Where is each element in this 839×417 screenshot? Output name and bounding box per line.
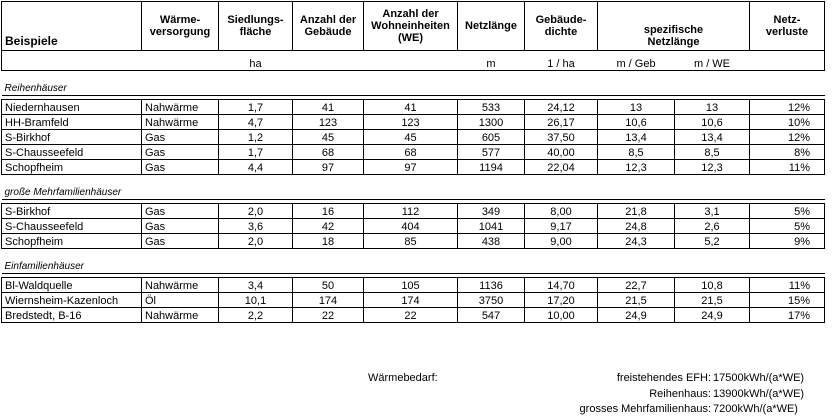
cell-spez-we: 8,5	[675, 145, 750, 160]
cell-dichte: 22,04	[525, 160, 598, 175]
cell-versorg: Gas	[142, 130, 219, 145]
cell-pct: 10%	[750, 115, 825, 130]
header-waermeversorgung: Wärme- versorgung	[142, 2, 219, 51]
unit-flaeche: ha	[219, 51, 293, 71]
cell-name: HH-Bramfeld	[2, 115, 142, 130]
cell-spez-we: 21,5	[675, 293, 750, 308]
cell-versorg: Öl	[142, 293, 219, 308]
cell-spez-we: 3,1	[675, 204, 750, 219]
cell-flaeche: 4,7	[219, 115, 293, 130]
cell-spez-geb: 24,9	[598, 308, 675, 323]
cell-spez-we: 5,2	[675, 234, 750, 249]
cell-netz: 1136	[458, 278, 525, 293]
section-title: große Mehrfamilienhäuser	[2, 185, 825, 200]
cell-spez-we: 12,3	[675, 160, 750, 175]
cell-we: 97	[364, 160, 458, 175]
cell-netz: 1300	[458, 115, 525, 130]
footer-label: Wärmebedarf:	[368, 372, 438, 384]
cell-gebaeude: 42	[293, 219, 364, 234]
table-row	[2, 100, 825, 115]
cell-flaeche: 2,0	[219, 204, 293, 219]
cell-name: Bl-Waldquelle	[2, 278, 142, 293]
cell-dichte: 9,00	[525, 234, 598, 249]
cell-versorg: Nahwärme	[142, 100, 219, 115]
cell-dichte: 14,70	[525, 278, 598, 293]
table-row	[2, 204, 825, 219]
cell-name: Schopfheim	[2, 234, 142, 249]
cell-netz: 3750	[458, 293, 525, 308]
header-beispiele: Beispiele	[2, 2, 142, 51]
section-title: Einfamilienhäuser	[2, 259, 825, 274]
cell-versorg: Nahwärme	[142, 308, 219, 323]
cell-we: 45	[364, 130, 458, 145]
cell-flaeche: 1,7	[219, 100, 293, 115]
cell-flaeche: 2,0	[219, 234, 293, 249]
cell-gebaeude: 174	[293, 293, 364, 308]
cell-versorg: Gas	[142, 234, 219, 249]
unit-dichte: 1 / ha	[525, 51, 598, 71]
table-row	[2, 160, 825, 175]
cell-spez-we: 13	[675, 100, 750, 115]
cell-flaeche: 3,4	[219, 278, 293, 293]
cell-spez-we: 2,6	[675, 219, 750, 234]
cell-netz: 438	[458, 234, 525, 249]
cell-name: Schopfheim	[2, 160, 142, 175]
cell-name: S-Chausseefeld	[2, 219, 142, 234]
footer-value-efh: 17500kWh/(a*WE)	[713, 372, 805, 384]
cell-spez-geb: 12,3	[598, 160, 675, 175]
cell-versorg: Gas	[142, 160, 219, 175]
header-siedlungsflaeche: Siedlungs- fläche	[219, 2, 293, 51]
table-row	[2, 293, 825, 308]
cell-we: 105	[364, 278, 458, 293]
cell-spez-geb: 10,6	[598, 115, 675, 130]
cell-pct: 12%	[750, 100, 825, 115]
cell-spez-geb: 21,8	[598, 204, 675, 219]
cell-pct: 11%	[750, 278, 825, 293]
unit-netzlaenge: m	[458, 51, 525, 71]
cell-versorg: Gas	[142, 219, 219, 234]
cell-we: 22	[364, 308, 458, 323]
cell-dichte: 40,00	[525, 145, 598, 160]
cell-netz: 1041	[458, 219, 525, 234]
cell-pct: 5%	[750, 204, 825, 219]
cell-name: Niedernhausen	[2, 100, 142, 115]
cell-we: 404	[364, 219, 458, 234]
footer-type-mfh: grosses Mehrfamilienhaus:	[579, 403, 711, 415]
cell-gebaeude: 68	[293, 145, 364, 160]
footer-value-reihenhaus: 13900kWh/(a*WE)	[713, 388, 805, 400]
cell-netz: 547	[458, 308, 525, 323]
cell-name: S-Birkhof	[2, 204, 142, 219]
header-spezifische-netzlaenge: spezifische Netzlänge	[598, 2, 750, 51]
cell-flaeche: 4,4	[219, 160, 293, 175]
cell-pct: 11%	[750, 160, 825, 175]
cell-spez-geb: 13,4	[598, 130, 675, 145]
cell-gebaeude: 50	[293, 278, 364, 293]
cell-flaeche: 2,2	[219, 308, 293, 323]
table-row	[2, 115, 825, 130]
cell-spez-geb: 8,5	[598, 145, 675, 160]
section-title: Reihenhäuser	[2, 81, 825, 96]
cell-versorg: Gas	[142, 145, 219, 160]
cell-dichte: 26,17	[525, 115, 598, 130]
cell-spez-we: 24,9	[675, 308, 750, 323]
footer-value-mfh: 7200kWh/(a*WE)	[713, 403, 798, 415]
cell-flaeche: 10,1	[219, 293, 293, 308]
header-gebaeudedichte: Gebäude- dichte	[525, 2, 598, 51]
cell-netz: 533	[458, 100, 525, 115]
cell-we: 123	[364, 115, 458, 130]
cell-dichte: 17,20	[525, 293, 598, 308]
cell-dichte: 9,17	[525, 219, 598, 234]
cell-we: 174	[364, 293, 458, 308]
cell-we: 85	[364, 234, 458, 249]
heat-demand-footer	[0, 372, 839, 417]
cell-spez-we: 13,4	[675, 130, 750, 145]
cell-flaeche: 3,6	[219, 219, 293, 234]
header-anzahl-wohneinheiten: Anzahl der Wohneinheiten (WE)	[364, 2, 458, 51]
cell-versorg: Gas	[142, 204, 219, 219]
cell-pct: 5%	[750, 219, 825, 234]
cell-pct: 9%	[750, 234, 825, 249]
cell-flaeche: 1,2	[219, 130, 293, 145]
cell-name: Bredstedt, B-16	[2, 308, 142, 323]
table-row	[2, 278, 825, 293]
cell-pct: 8%	[750, 145, 825, 160]
cell-netz: 349	[458, 204, 525, 219]
table-row	[2, 130, 825, 145]
table-row	[2, 219, 825, 234]
footer-type-reihenhaus: Reihenhaus:	[649, 388, 711, 400]
cell-spez-we: 10,8	[675, 278, 750, 293]
cell-gebaeude: 97	[293, 160, 364, 175]
cell-gebaeude: 41	[293, 100, 364, 115]
cell-spez-we: 10,6	[675, 115, 750, 130]
unit-spez-geb: m / Geb	[598, 51, 675, 71]
table-row	[2, 145, 825, 160]
header-anzahl-gebaeude: Anzahl der Gebäude	[293, 2, 364, 51]
cell-spez-geb: 22,7	[598, 278, 675, 293]
cell-netz: 1194	[458, 160, 525, 175]
cell-dichte: 10,00	[525, 308, 598, 323]
cell-gebaeude: 18	[293, 234, 364, 249]
cell-we: 41	[364, 100, 458, 115]
header-netzlaenge: Netzlänge	[458, 2, 525, 51]
cell-netz: 577	[458, 145, 525, 160]
header-row	[2, 2, 825, 51]
cell-spez-geb: 13	[598, 100, 675, 115]
cell-dichte: 24,12	[525, 100, 598, 115]
section-title-row	[2, 259, 825, 274]
cell-gebaeude: 123	[293, 115, 364, 130]
cell-we: 112	[364, 204, 458, 219]
section-title-row	[2, 81, 825, 96]
cell-versorg: Nahwärme	[142, 115, 219, 130]
table-row	[2, 234, 825, 249]
cell-name: S-Chausseefeld	[2, 145, 142, 160]
cell-versorg: Nahwärme	[142, 278, 219, 293]
cell-gebaeude: 16	[293, 204, 364, 219]
cell-name: Wiernsheim-Kazenloch	[2, 293, 142, 308]
cell-dichte: 37,50	[525, 130, 598, 145]
footer-type-efh: freistehendes EFH:	[616, 372, 711, 384]
cell-gebaeude: 45	[293, 130, 364, 145]
cell-pct: 15%	[750, 293, 825, 308]
unit-spez-we: m / WE	[675, 51, 750, 71]
cell-pct: 17%	[750, 308, 825, 323]
cell-flaeche: 1,7	[219, 145, 293, 160]
cell-pct: 12%	[750, 130, 825, 145]
header-netzverluste: Netz- verluste	[750, 2, 825, 51]
cell-spez-geb: 21,5	[598, 293, 675, 308]
cell-spez-geb: 24,3	[598, 234, 675, 249]
cell-name: S-Birkhof	[2, 130, 142, 145]
cell-we: 68	[364, 145, 458, 160]
units-row	[2, 51, 825, 71]
cell-gebaeude: 22	[293, 308, 364, 323]
network-length-table	[1, 1, 825, 323]
cell-dichte: 8,00	[525, 204, 598, 219]
cell-netz: 605	[458, 130, 525, 145]
section-title-row	[2, 185, 825, 200]
table-row	[2, 308, 825, 323]
cell-spez-geb: 24,8	[598, 219, 675, 234]
